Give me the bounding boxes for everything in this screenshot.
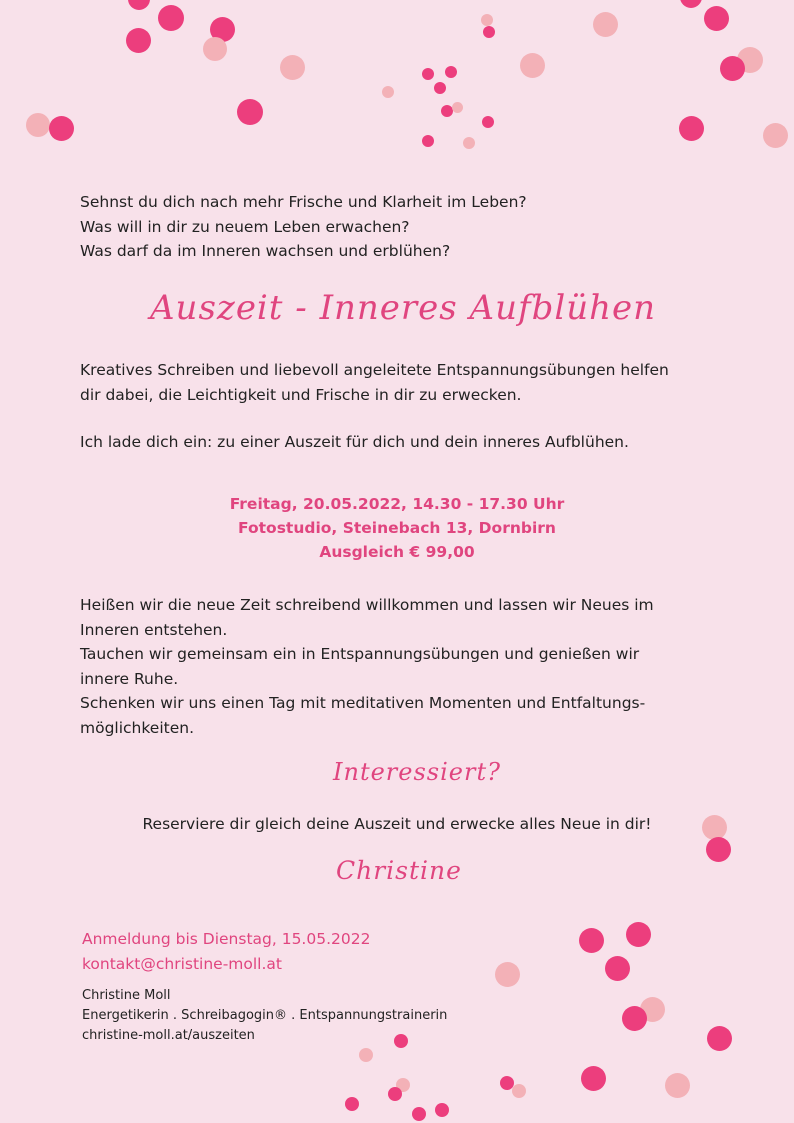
description xyxy=(80,358,669,407)
description-line: dir dabei, die Leichtigkeit und Frische in dir zu erwecken. xyxy=(80,385,522,404)
confetti-dot xyxy=(626,922,651,947)
description-line: Kreatives Schreiben und liebevoll angeleitete Entspannungsübungen helfen xyxy=(80,361,669,379)
body-text xyxy=(80,593,654,740)
body-line: möglichkeiten. xyxy=(80,718,195,737)
confetti-dot xyxy=(605,956,630,981)
confetti-dot xyxy=(706,837,731,862)
signature-script: Christine xyxy=(336,856,462,885)
body-line: Tauchen wir gemeinsam ein in Entspannungsübungen und genießen wir xyxy=(80,645,640,663)
confetti-dot xyxy=(512,1084,526,1098)
confetti-dot xyxy=(158,5,184,31)
intro-line: Was darf da im Inneren wachsen und erblühen? xyxy=(80,242,451,260)
confetti-dot xyxy=(704,6,729,31)
confetti-dot xyxy=(128,0,150,10)
registration-deadline: Anmeldung bis Dienstag, 15.05.2022 xyxy=(82,930,371,948)
confetti-dot xyxy=(203,37,227,61)
confetti-dot xyxy=(483,26,495,38)
confetti-dot xyxy=(434,82,446,94)
confetti-dot xyxy=(422,135,434,147)
confetti-dot xyxy=(26,113,50,137)
confetti-dot xyxy=(707,1026,732,1051)
intro-line: Sehnst du dich nach mehr Frische und Klarheit im Leben? xyxy=(80,193,527,211)
body-line: Schenken wir uns einen Tag mit meditativen Momenten und Entfaltungs- xyxy=(80,694,646,712)
signature-website[interactable]: christine-moll.at/auszeiten xyxy=(82,1028,255,1043)
invitation-line: Ich lade dich ein: zu einer Auszeit für dich und dein inneres Aufblühen. xyxy=(80,433,629,451)
confetti-dot xyxy=(126,28,151,53)
confetti-dot xyxy=(280,55,305,80)
reserve-text: Reserviere dir gleich deine Auszeit und erwecke alles Neue in dir! xyxy=(142,815,652,833)
event-date-time: Freitag, 20.05.2022, 14.30 - 17.30 Uhr xyxy=(229,495,565,513)
confetti-dot xyxy=(359,1048,373,1062)
signature-block xyxy=(82,986,447,1046)
confetti-dot xyxy=(382,86,394,98)
event-location: Fotostudio, Steinebach 13, Dornbirn xyxy=(238,519,556,537)
confetti-dot xyxy=(412,1107,426,1121)
confetti-dot xyxy=(679,116,704,141)
registration-email[interactable]: kontakt@christine-moll.at xyxy=(82,955,282,973)
confetti-dot xyxy=(520,53,545,78)
page-title: Auszeit - Inneres Aufblühen xyxy=(150,288,657,328)
confetti-dot xyxy=(482,116,494,128)
confetti-dot xyxy=(579,928,604,953)
intro-line: Was will in dir zu neuem Leben erwachen? xyxy=(80,217,410,236)
confetti-dot xyxy=(445,66,457,78)
confetti-dot xyxy=(345,1097,359,1111)
body-line: innere Ruhe. xyxy=(80,669,179,688)
confetti-dot xyxy=(422,68,434,80)
event-price: Ausgleich € 99,00 xyxy=(319,543,475,561)
confetti-dot xyxy=(463,137,475,149)
confetti-dot xyxy=(49,116,74,141)
confetti-dot xyxy=(237,99,263,125)
confetti-dot xyxy=(720,56,745,81)
confetti-dot xyxy=(452,102,463,113)
event-details xyxy=(0,492,794,564)
confetti-dot xyxy=(622,1006,647,1031)
confetti-dot xyxy=(581,1066,606,1091)
confetti-dot xyxy=(495,962,520,987)
confetti-dot xyxy=(435,1103,449,1117)
signature-name: Christine Moll xyxy=(82,988,171,1003)
confetti-dot xyxy=(481,14,493,26)
body-line: Inneren entstehen. xyxy=(80,620,228,639)
invitation-text xyxy=(80,430,629,455)
confetti-dot xyxy=(593,12,618,37)
signature-roles: Energetikerin . Schreibagogin® . Entspannungstrainerin xyxy=(82,1008,448,1023)
interested-heading: Interessiert? xyxy=(333,758,501,786)
body-line: Heißen wir die neue Zeit schreibend willkommen und lassen wir Neues im xyxy=(80,596,654,614)
intro-questions xyxy=(80,190,527,264)
confetti-dot xyxy=(680,0,702,8)
confetti-dot xyxy=(665,1073,690,1098)
registration-info xyxy=(82,927,370,977)
confetti-dot xyxy=(388,1087,402,1101)
confetti-dot xyxy=(763,123,788,148)
